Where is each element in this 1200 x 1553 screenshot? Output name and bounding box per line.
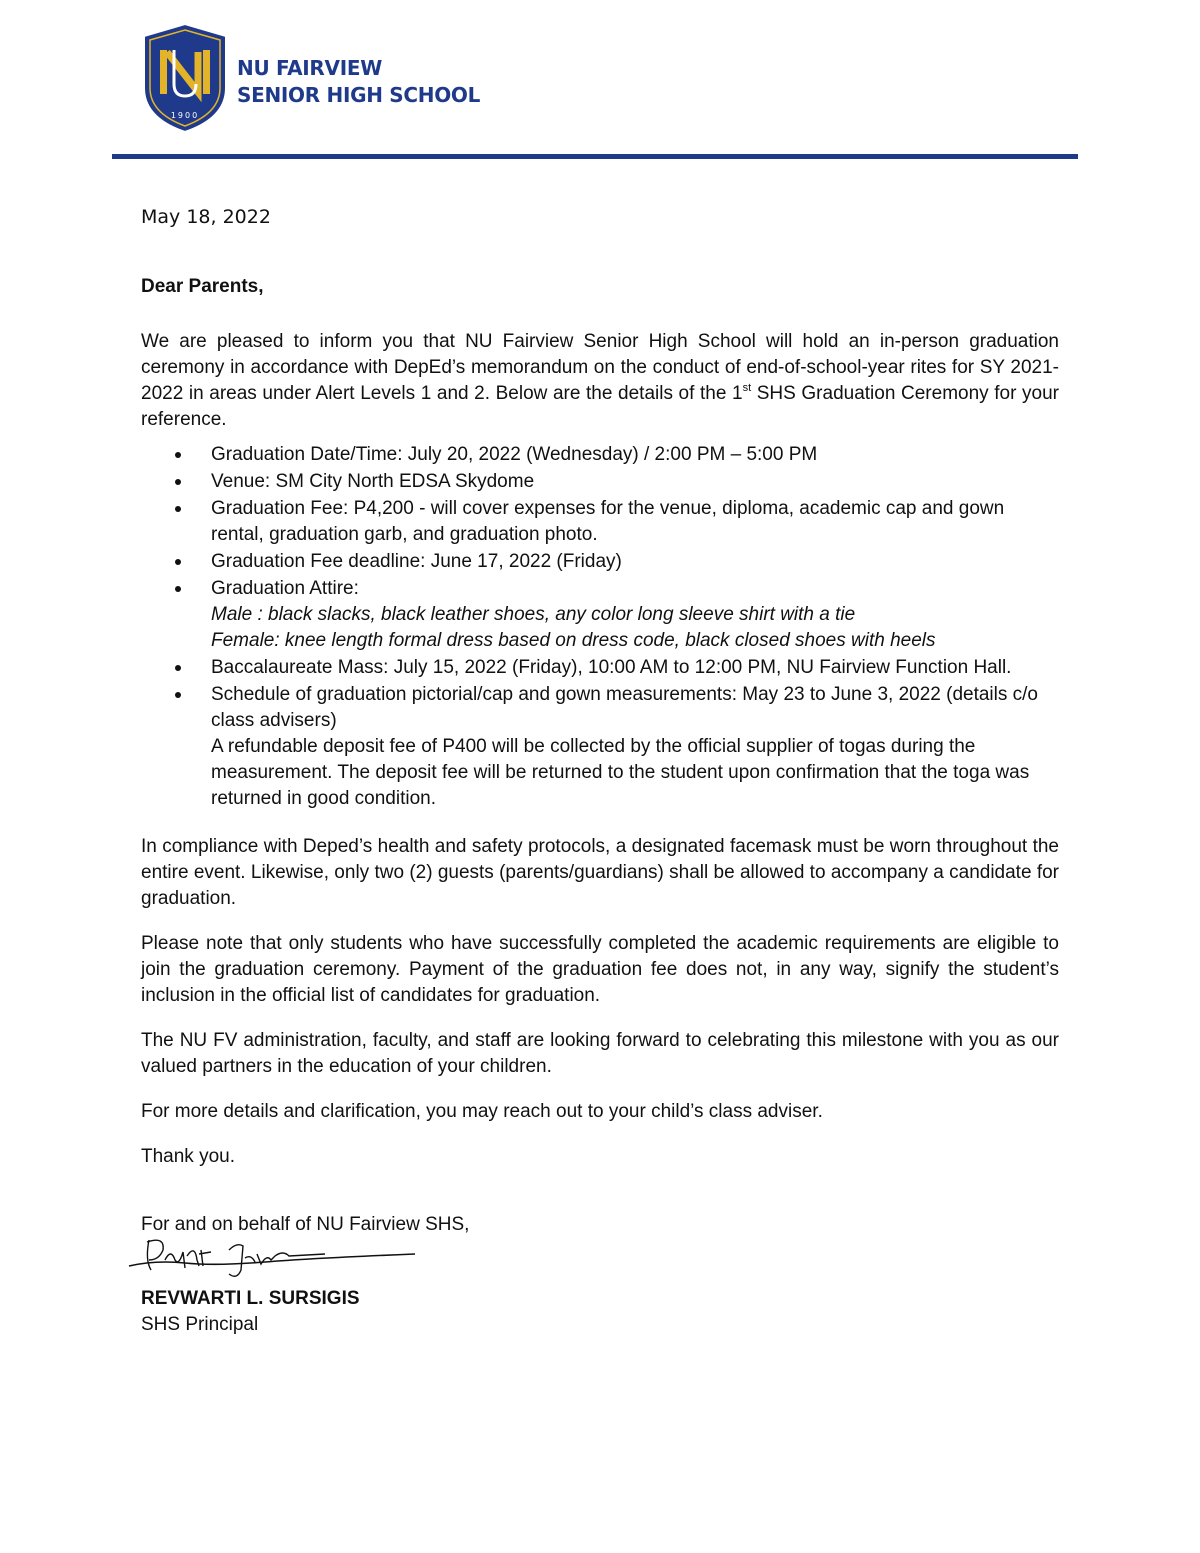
intro-text-end: SHS Graduation Ceremony for your reference.	[141, 383, 1059, 430]
eligibility-paragraph: Please note that only students who have successfully completed the academic requirements are eligible to join the graduation ceremony. Payment of the graduation fee does not, in any way, signify the student’s inclusion in the official list of candidates for graduation.	[141, 933, 1059, 1006]
closing-line: For and on behalf of NU Fairview SHS,	[141, 1214, 470, 1235]
list-item	[141, 496, 1059, 548]
list-item	[141, 469, 1059, 495]
list-item-text: Schedule of graduation pictorial/cap and gown measurements: May 23 to June 3, 2022 (details c/o class advisers)	[211, 684, 1039, 731]
signer-title: SHS Principal	[141, 1314, 259, 1335]
deposit-note: A refundable deposit fee of P400 will be collected by the official supplier of togas during the measurement. The deposit fee will be returned to the student upon confirmation that the toga was returned in good condition.	[211, 736, 1030, 809]
bullet-icon	[175, 452, 181, 458]
list-item-text: Baccalaureate Mass: July 15, 2022 (Friday), 10:00 AM to 12:00 PM, NU Fairview Function Hall.	[211, 657, 1012, 678]
school-name	[237, 55, 480, 109]
intro-paragraph	[141, 329, 1059, 433]
school-name-line1: NU FAIRVIEW	[237, 56, 382, 80]
bullet-icon	[175, 506, 181, 512]
bullet-icon	[175, 559, 181, 565]
health-protocol-paragraph: In compliance with Deped’s health and safety protocols, a designated facemask must be worn throughout the entire event. Likewise, only two (2) guests (parents/guardians) shall be allowed to accompany a candidate for graduation.	[141, 836, 1059, 909]
attire-male: Male : black slacks, black leather shoes, any color long sleeve shirt with a tie	[211, 604, 856, 625]
signature-area	[141, 1236, 541, 1294]
intro-superscript: st	[742, 382, 752, 394]
list-item-text: Venue: SM City North EDSA Skydome	[211, 471, 535, 492]
attire-female: Female: knee length formal dress based on dress code, black closed shoes with heels	[211, 630, 936, 651]
list-item-text: Graduation Date/Time: July 20, 2022 (Wednesday) / 2:00 PM – 5:00 PM	[211, 444, 818, 465]
letter-body	[141, 200, 1059, 1338]
signer-name: REVWARTI L. SURSIGIS	[141, 1288, 360, 1309]
list-item	[141, 442, 1059, 468]
logo-year: 1900	[170, 111, 200, 120]
bullet-icon	[175, 692, 181, 698]
signature	[125, 1230, 425, 1286]
details-list	[141, 442, 1059, 812]
list-item	[141, 655, 1059, 681]
school-name-line2: SENIOR HIGH SCHOOL	[237, 83, 481, 107]
bullet-icon	[175, 586, 181, 592]
clarification-paragraph: For more details and clarification, you may reach out to your child’s class adviser.	[141, 1101, 823, 1122]
list-item-text: Graduation Fee: P4,200 - will cover expenses for the venue, diploma, academic cap and gown rental, graduation garb, and graduation photo.	[211, 498, 1005, 545]
school-logo	[140, 22, 230, 134]
list-item-schedule	[141, 682, 1059, 812]
bullet-icon	[175, 665, 181, 671]
salutation: Dear Parents,	[141, 276, 264, 297]
bullet-icon	[175, 479, 181, 485]
intro-text: We are pleased to inform you that NU Fairview Senior High School will hold an in-person graduation ceremony in accordance with DepEd’s memorandum on the conduct of end-of-school-year rites for SY 2021-2022 in areas under Alert Levels 1 and 2. Below are the details of the 1	[141, 331, 1059, 404]
letterhead	[0, 0, 1200, 170]
thank-you: Thank you.	[141, 1146, 235, 1167]
letter-date: May 18, 2022	[141, 206, 271, 228]
header-divider	[112, 154, 1078, 159]
list-item-text: Graduation Fee deadline: June 17, 2022 (Friday)	[211, 551, 622, 572]
list-item-attire	[141, 576, 1059, 654]
list-item	[141, 549, 1059, 575]
list-item-text: Graduation Attire:	[211, 578, 359, 599]
administration-paragraph: The NU FV administration, faculty, and staff are looking forward to celebrating this milestone with you as our valued partners in the education of your children.	[141, 1030, 1059, 1077]
